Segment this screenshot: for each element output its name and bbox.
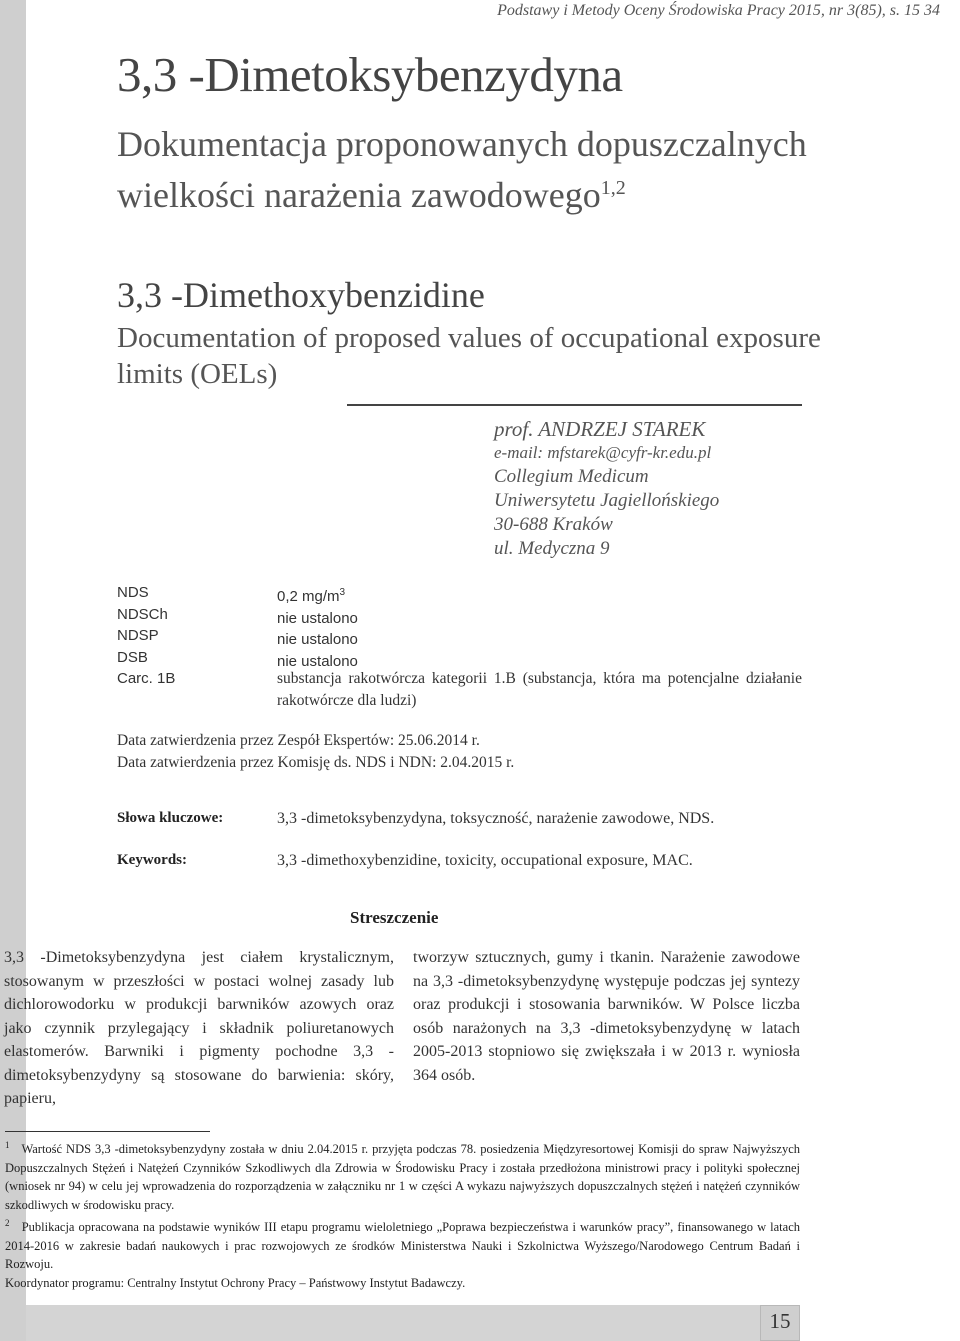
- footnote-coordinator: Koordynator programu: Centralny Instytut Ochrony Pracy – Państwowy Instytut Badawczy.: [5, 1275, 466, 1290]
- approval-experts: Data zatwierdzenia przez Zespół Ekspertów: 25.06.2014 r.: [117, 732, 480, 749]
- author-affiliation-2: Uniwersytetu Jagiellońskiego: [494, 490, 720, 511]
- author-affiliation-1: Collegium Medicum: [494, 466, 649, 487]
- carc-description: substancja rakotwórcza kategorii 1.B (substancja, która ma potencjalne działanie rakotwórcze dla ludzi): [277, 670, 802, 709]
- carc-label: Carc. 1B: [117, 670, 176, 687]
- page-footer-bar: [26, 1305, 800, 1341]
- dsb-value: nie ustalono: [277, 652, 358, 670]
- dsb-label: DSB: [117, 648, 148, 666]
- nds-value: [277, 582, 358, 608]
- nds-value-text: 0,2 mg/m: [277, 588, 340, 605]
- subtitle-english: Documentation of proposed values of occupational exposure limits (OELs): [117, 322, 821, 390]
- footnote-2-text: Publikacja opracowana na podstawie wyników III etapu programu wieloletniego „Poprawa bezpieczeństwa i warunków pracy”, finansowanego w latach 2014-2016 w zakresie badań naukowych i prac rozwojowych ze środków Ministerstwa Nauki i Szkolnictwa Wyższego/Narodowego Centrum Badań i Rozwoju.: [5, 1220, 801, 1272]
- approval-dates: [117, 730, 514, 773]
- author-email[interactable]: e-mail: mfstarek@cyfr-kr.edu.pl: [494, 443, 712, 462]
- page-number: 15: [769, 1309, 791, 1333]
- limits-values: [277, 582, 358, 672]
- ndsp-value: nie ustalono: [277, 631, 358, 648]
- footnote-1-mark: 1: [5, 1140, 10, 1150]
- subtitle-polish-text: Dokumentacja proponowanych dopuszczalnych wielkości narażenia zawodowego: [117, 124, 807, 215]
- keywords-pl-value: 3,3 -dimetoksybenzydyna, toksyczność, narażenie zawodowe, NDS.: [277, 810, 715, 827]
- footnote-divider: [5, 1131, 210, 1132]
- subtitle-footnote-marks: 1,2: [600, 177, 626, 199]
- footnote-1: [5, 1136, 800, 1214]
- author-street: ul. Medyczna 9: [494, 538, 610, 559]
- author-city: 30-688 Kraków: [494, 514, 613, 535]
- nds-unit-exponent: 3: [339, 587, 346, 598]
- footnote-2-mark: 2: [5, 1218, 10, 1229]
- ndsch-value: nie ustalono: [277, 609, 358, 627]
- limits-labels: [117, 582, 175, 690]
- footnotes: [5, 1136, 800, 1292]
- keywords-pl-label: Słowa kluczowe:: [117, 810, 224, 826]
- nds-label: NDS: [117, 584, 149, 601]
- subtitle-polish: [117, 122, 837, 217]
- abstract-heading: Streszczenie: [350, 908, 439, 927]
- footnote-2: [5, 1214, 800, 1274]
- title-polish: 3,3 -Dimetoksybenzydyna: [117, 47, 623, 102]
- author-block: [494, 417, 719, 561]
- approval-commission: Data zatwierdzenia przez Komisję ds. NDS i NDN: 2.04.2015 r.: [117, 753, 515, 771]
- footnote-1-text: Wartość NDS 3,3 -dimetoksybenzydyny została w dniu 2.04.2015 r. przyjęta podczas 78. posiedzenia Międzyresortowej Komisji do spraw Najwyższych Dopuszczalnych Stężeń i Natężeń Czynników Szkodliwych dla Zdrowia w Środowisku Pracy i została przedłożona ministrowi pracy i polityki społecznej (wniosek nr 94) w celu jej wprowadzenia do rozporządzenia w załączniku nr 1 w części A wykazu najwyższych dopuszczalnych stężeń i natężeń czynników szkodliwych w środowisku pracy.: [5, 1142, 801, 1212]
- ndsch-label: NDSCh: [117, 605, 168, 623]
- running-head: Podstawy i Metody Oceny Środowiska Pracy 2015, nr 3(85), s. 15 34: [497, 2, 940, 19]
- keywords-en-value: 3,3 -dimethoxybenzidine, toxicity, occupational exposure, MAC.: [277, 852, 693, 869]
- abstract-right-column: tworzyw sztucznych, gumy i tkanin. Narażenie zawodowe na 3,3 -dimetoksybenzydynę występuje podczas jej syntezy oraz produkcji i stosowania barwników. W Polsce liczba osób narażonych na 3,3 -dimetoksybenzydynę w latach 2005-2013 stopniowo się zwiększała i w 2013 r. wyniosła 364 osób.: [413, 949, 800, 1084]
- ndsp-label: NDSP: [117, 627, 159, 644]
- title-divider: [347, 404, 802, 406]
- title-english: 3,3 -Dimethoxybenzidine: [117, 275, 485, 315]
- abstract-left-column: 3,3 -Dimetoksybenzydyna jest ciałem krystalicznym, stosowanym w przeszłości w postaci wolnej zasady lub dichlorowodorku w produkcji barwników azowych oraz jako czynnik przylegający i składnik poliuretanowych elastomerów. Barwniki i pigmenty pochodne 3,3 -dimetoksybenzydyny są stosowane do barwienia: skóry, papieru,: [4, 949, 394, 1107]
- author-name: prof. ANDRZEJ STAREK: [494, 417, 706, 441]
- keywords-en-label: Keywords:: [117, 852, 187, 868]
